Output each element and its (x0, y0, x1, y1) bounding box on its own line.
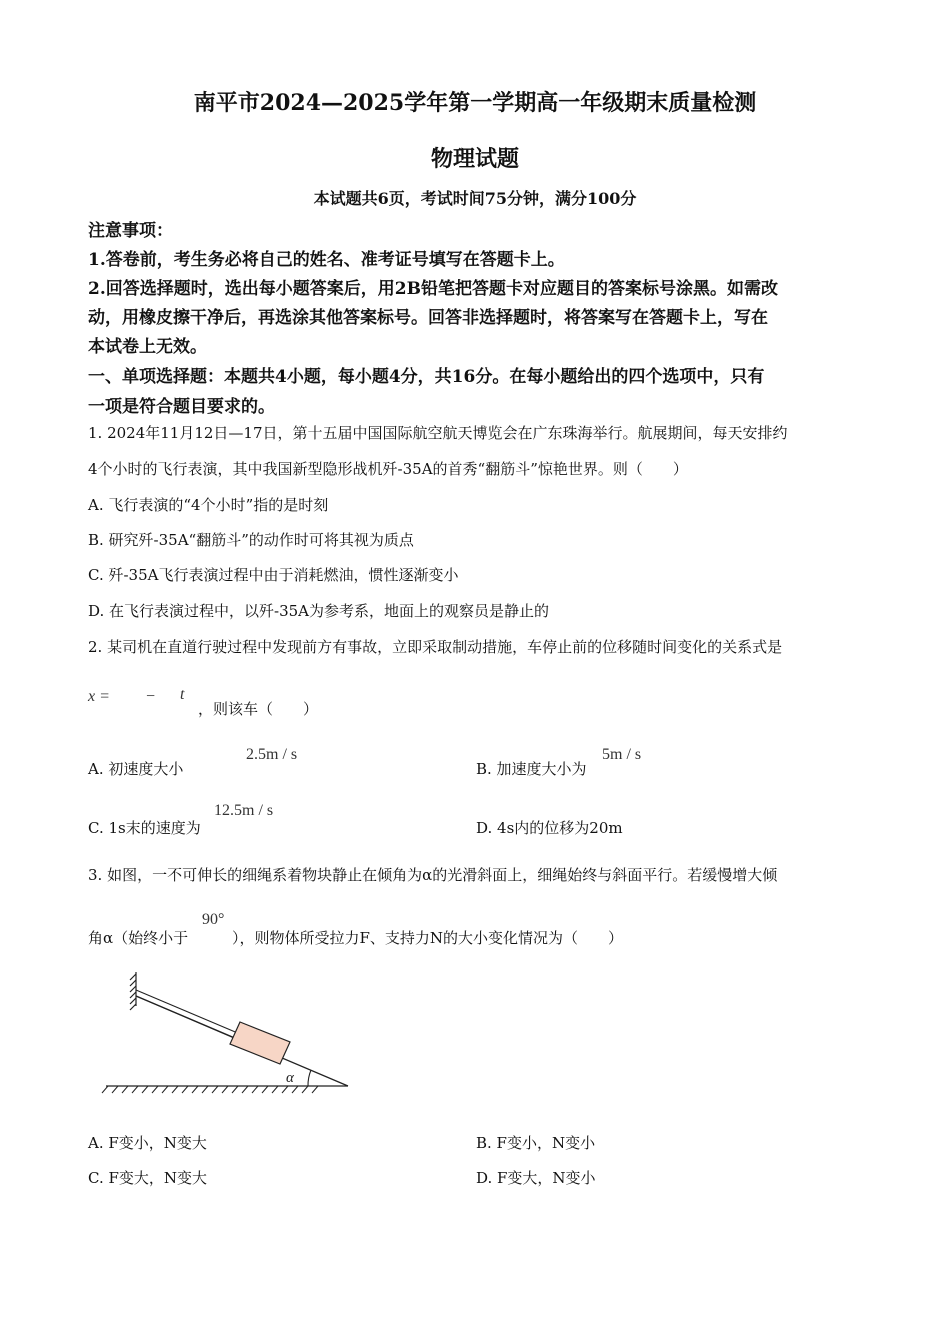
q2-option-b-value: 5m / s (602, 746, 642, 763)
q3-option-d: D. F变大，N变小 (476, 1169, 596, 1187)
notice-item-2-line-2: 动，用橡皮擦干净后，再选涂其他答案标号。回答非选择题时，将答案写在答题卡上，写在 (88, 308, 768, 328)
q2-option-a-label: A. 初速度大小 (88, 760, 184, 778)
exam-info: 本试题共6页，考试时间75分钟，满分100分 (313, 189, 637, 208)
q3-stem-line-2-suffix: ），则物体所受拉力F、支持力N的大小变化情况为（ ） (232, 929, 624, 947)
q2-formula-minus: − (146, 688, 156, 705)
q3-option-a: A. F变小，N变大 (88, 1134, 207, 1152)
rope (136, 990, 240, 1034)
q2-stem-line-1: 2. 某司机在直道行驶过程中发现前方有事故，立即采取制动措施，车停止前的位移随时间变化的关系式是 (88, 638, 783, 656)
q2-formula-t: t (180, 686, 185, 703)
q1-option-c: C. 歼-35A飞行表演过程中由于消耗燃油，惯性逐渐变小 (88, 566, 459, 584)
q2-option-d: D. 4s内的位移为20m (476, 819, 623, 837)
section-1-heading-line-2: 一项是符合题目要求的。 (88, 397, 275, 417)
q2-option-c-label: C. 1s末的速度为 (88, 819, 201, 837)
section-1-heading-line-1: 一、单项选择题：本题共4小题，每小题4分，共16分。在每小题给出的四个选项中，只有 (88, 367, 765, 387)
incline-figure (96, 966, 358, 1098)
q2-formula-x: x = (88, 688, 110, 705)
q2-option-a-value: 2.5m / s (246, 746, 298, 763)
q2-option-b-label: B. 加速度大小为 (476, 760, 587, 778)
wall-hatch (130, 972, 136, 1010)
block (230, 1022, 290, 1064)
exam-title: 南平市2024—2025学年第一学期高一年级期末质量检测 (193, 90, 757, 116)
subject-title: 物理试题 (430, 146, 519, 172)
q2-stem-line-2: ，则该车（ ） (198, 700, 319, 718)
q1-option-b: B. 研究歼-35A“翻筋斗”的动作时可将其视为质点 (88, 531, 414, 549)
q1-option-a: A. 飞行表演的“4个小时”指的是时刻 (88, 496, 329, 514)
q3-stem-line-1: 3. 如图，一不可伸长的细绳系着物块静止在倾角为α的光滑斜面上，细绳始终与斜面平行。若缓慢增大倾 (88, 866, 778, 884)
angle-label: α (286, 1070, 294, 1086)
q1-stem-line-1: 1. 2024年11月12日—17日，第十五届中国国际航空航天博览会在广东珠海举行。航展期间，每天安排约 (88, 424, 788, 442)
notice-item-1: 1.答卷前，考生务必将自己的姓名、准考证号填写在答题卡上。 (88, 250, 565, 270)
ground-hatch (102, 1086, 318, 1093)
q3-angle-value: 90° (202, 911, 225, 928)
notice-item-2-line-3: 本试卷上无效。 (88, 337, 207, 357)
q1-option-d: D. 在飞行表演过程中，以歼-35A为参考系，地面上的观察员是静止的 (88, 602, 550, 620)
rope-lower (136, 996, 234, 1038)
notice-heading: 注意事项： (88, 221, 173, 241)
notice-item-2-line-1: 2.回答选择题时，选出每小题答案后，用2B铅笔把答题卡对应题目的答案标号涂黑。如需改 (88, 279, 778, 299)
q3-stem-line-2-prefix: 角α（始终小于 (88, 929, 189, 947)
angle-arc (308, 1070, 311, 1086)
q3-option-b: B. F变小，N变小 (476, 1134, 596, 1152)
q2-option-c-value: 12.5m / s (214, 802, 274, 819)
q3-option-c: C. F变大，N变大 (88, 1169, 208, 1187)
q1-stem-line-2: 4个小时的飞行表演，其中我国新型隐形战机歼-35A的首秀“翻筋斗”惊艳世界。则（ ） (88, 460, 688, 478)
